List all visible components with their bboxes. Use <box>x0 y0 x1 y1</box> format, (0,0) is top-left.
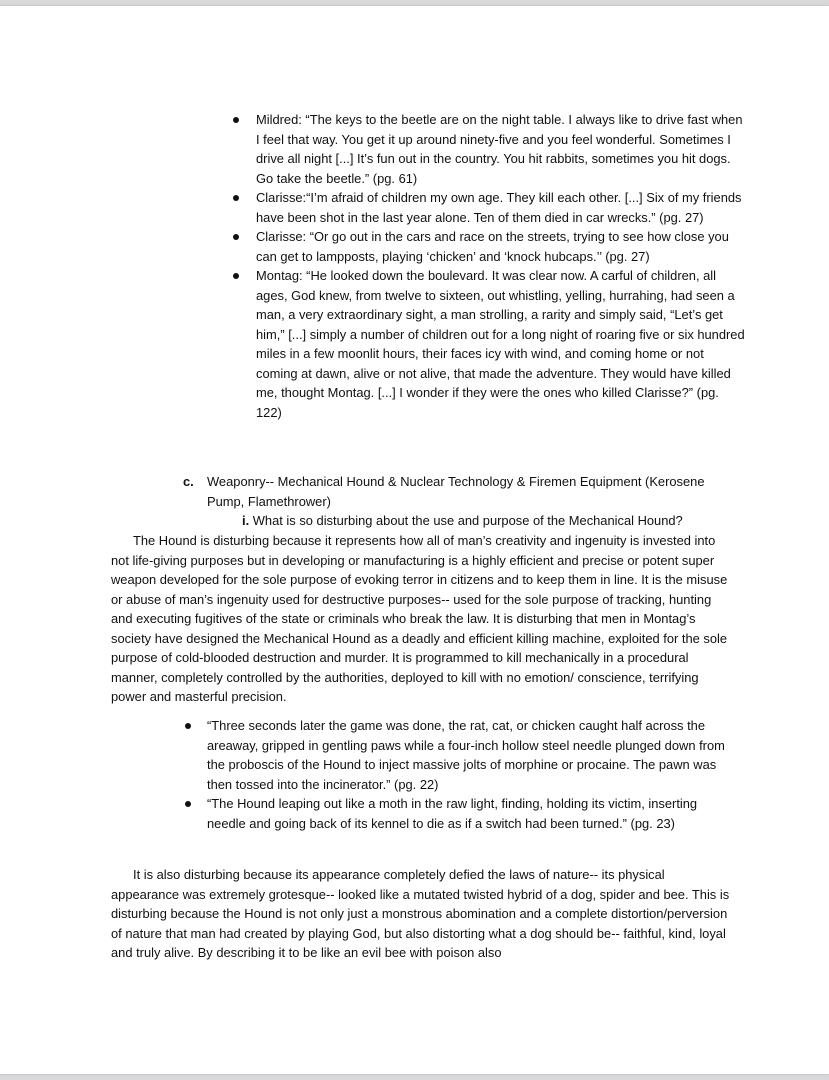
quote-text: Clarisse:“I’m afraid of children my own age. They kill each other. [...] Six of my friends have been shot in the last year alone. Ten of them died in car wrecks.” (pg. 27) <box>256 190 742 225</box>
list-item <box>256 110 746 188</box>
list-item <box>256 188 746 227</box>
quotes-bullet-list <box>256 110 746 422</box>
quote-text: Clarisse: “Or go out in the cars and race on the streets, trying to see how close you can get to lampposts, playing ‘chicken’ and ‘knock hubcaps.’’ (pg. 27) <box>256 229 729 264</box>
quote-text: Mildred: “The keys to the beetle are on the night table. I always like to drive fast when I feel that way. You get it up around ninety-five and you feel wonderful. Sometimes I drive all night [...] It’s fun out in the country. You hit rabbits, sometimes you hit dogs. Go take the beetle.” (pg. 61) <box>256 112 743 186</box>
document-page <box>0 6 829 1074</box>
section-marker: c. <box>183 474 194 489</box>
body-paragraph: The Hound is disturbing because it represents how all of man’s creativity and ingenuity is invested into not life-giving purposes but in developing or manufacturing is a highly efficient and precise or potent super weapon developed for the sole purpose of evoking terror in citizens and to keep them in line. It is the misuse or abuse of man’s ingenuity used for destructive purposes-- used for the sole purpose of tracking, hunting and executing fugitives of the state or criminals who break the law. It is disturbing that men in Montag’s society have designed the Mechanical Hound as a deadly and efficient killing machine, exploited for the sole purpose of cold-blooded destruction and murder. It is programmed to kill mechanically in a procedural manner, completely controlled by the authorities, deployed to kill with no emotion/ conscience, terrifying power and masterful precision. <box>111 533 728 704</box>
bullet-icon <box>185 801 191 807</box>
section-question <box>242 511 742 531</box>
bullet-icon <box>233 273 239 279</box>
question-marker: i. <box>242 513 250 528</box>
bullet-icon <box>233 117 239 123</box>
section-heading-text: Weaponry-- Mechanical Hound & Nuclear Technology & Firemen Equipment (Kerosene Pump, Flamethrower) <box>207 474 705 509</box>
quote-text: “The Hound leaping out like a moth in the raw light, finding, holding its victim, inserting needle and going back of its kennel to die as if a switch had been turned.” (pg. 23) <box>207 796 698 831</box>
quote-text: “Three seconds later the game was done, the rat, cat, or chicken caught half across the areaway, gripped in gentling paws while a four-inch hollow steel needle plunged down from the proboscis of the Hound to inject massive jolts of morphine or procaine. The pawn was then tossed into the incinerator.” (pg. 22) <box>207 718 725 792</box>
list-item <box>207 716 737 794</box>
bullet-icon <box>233 234 239 240</box>
question-text: What is so disturbing about the use and purpose of the Mechanical Hound? <box>252 513 683 528</box>
hound-quotes-list <box>207 716 737 833</box>
list-item <box>207 794 737 833</box>
bullet-icon <box>185 723 191 729</box>
quote-text: Montag: “He looked down the boulevard. It was clear now. A carful of children, all ages, God knew, from twelve to sixteen, out whistling, yelling, hurrahing, had seen a man, a very extraordinary sight, a man strolling, a rarity and simply said, “Let’s get him,” [...] simply a number of children out for a long night of roaring five or six hundred miles in a few moonlit hours, their faces icy with wind, and coming home or not coming at dawn, alive or not alive, that made the adventure. They would have killed me, thought Montag. [...] I wonder if they were the ones who killed Clarisse?” (pg. 122) <box>256 268 745 420</box>
bullet-icon <box>233 195 239 201</box>
body-paragraph: It is also disturbing because its appearance completely defied the laws of nature-- its physical appearance was extremely grotesque-- looked like a mutated twisted hybrid of a dog, spider and bee. This is disturbing because the Hound is not only just a monstrous abomination and a complete distortion/perversion of nature that man had created by playing God, but also distorting what a dog should be-- faithful, kind, loyal and truly alive. By describing it to be like an evil bee with poison also <box>111 867 730 960</box>
list-item <box>256 266 746 422</box>
list-item <box>256 227 746 266</box>
